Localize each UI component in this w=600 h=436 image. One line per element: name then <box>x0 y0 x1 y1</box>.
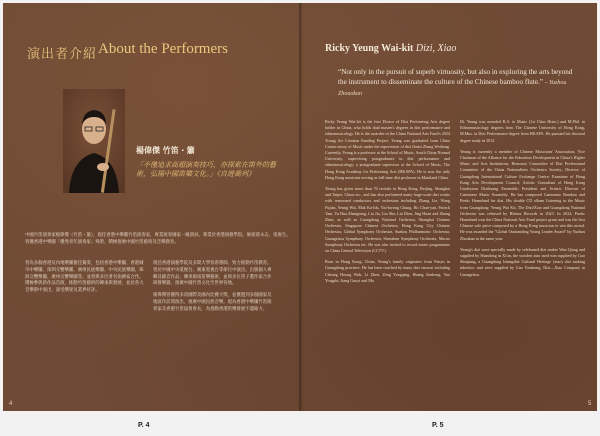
performer-quote-en <box>338 67 578 99</box>
bio-paragraph-en: Ricky Yeung Wai-kit is the first Doctor of Dizi Performing Arts degree holder in China, who holds dual master's degrees in dizi performance and ethnomusicology. He is the awardee of the China National Arts Fund's 2024 Young Art Creation Funding Project. Yeung was graduated from China Conservatory of Music under the supervision of dizi flutist Zhang Weiliang. Currently, Yeung is a professor at the School of Music, South China Normal University, supervising postgraduates in dizi performance and ethnomusicology; a postgraduate supervisor at the School of Music, The Hong Kong Academy for Performing Arts (HKAPA). He is now the only Hong Kong musician serving as full-time dizi professor in Mainland China. <box>325 119 450 180</box>
performer-name-cn: 楊偉傑 竹笛・簫 <box>136 146 195 155</box>
bio-column-en-2 <box>460 119 585 283</box>
performer-instrument: Dizi, Xiao <box>415 43 457 54</box>
performer-quote-cn: 「不僅追求高超演奏技巧，亦探索在笛外的藝術，弘揚中國笛樂文化。」《自遊喬列》 <box>136 161 276 178</box>
bio-paragraph-en: Born in Hong Kong, China, Yeung's family originates from Panyu in Guangdong province. He has been coached by many dizi virtuosi including Cheung Hoong Wah, Li Zhen, Zeng Yongqing, Huang Jinsheng, Yao Yongshi, Jiang Guoyi and Ma <box>325 259 450 283</box>
bio-paragraph-cn: 現任香港演藝學院及多間大學客席導師，致力推動竹笛教育。曾於中國中央電視台、廣東電視台等節目中演出。出版個人專輯及錄音作品，傳承嶺南笛樂藝術，並與多位笛子製作家合作研發樂器，推廣中國竹笛文化至世界各地。 <box>153 261 272 287</box>
bio-paragraph-cn: 楊偉傑曾獲得多項國際及國內比賽大獎，並獲邀到多個國家及地區作訪問演出，推廣中國民族音樂。現為香港中樂團竹笛演奏家及香港竹笛協會會長，為推動香港笛樂發展不遺餘力。 <box>153 293 272 312</box>
page-gutter <box>299 3 303 411</box>
bio-paragraph-en: Yeung is currently a member of Chinese Musicians' Association, Vice Chairman of the Alliance for the Education Development in China's Higher Music and Arts Institutions; Honorary Committee of Dizi Professional Committee of the China Nationalities Orchestra Society; Director of Guangdong International Culture Exchange Centre; Examiner of Hong Kong Arts Development Council; Artistic Consultant of Hong Kong Guoleyuan Dizihuang Ensemble; President and Artistic Director of Cantonese Music Assembly. He has composed Cantonese Bamboo and Poetic Homeland for dizi. His double CD album Listening to the Music from Guangdong: Yeung Wai Kit, The Dizi/Xiao and Guangdong National Orchestra was released by Rhinos Records in 2023. In 2024, Poetic Homeland won the China National Arts Fund project grant and was the first Chinese solo piece composed by a Hong Kong musician to win this award. He was awarded the "Global Outstanding Young Leader Award" by Yuzhou Zhoukan in the same year. <box>460 148 585 241</box>
performer-name-en <box>325 43 456 54</box>
booklet-spread <box>3 3 597 411</box>
performer-photo <box>63 89 125 193</box>
footer-page-label-right: P. 5 <box>432 422 444 429</box>
bio-paragraph-en: Yeung's dizi were specially made by celebrated dizi maker Wan Qiang and supplied by Shandong in Xi'an, the wooden xiao used was supplied by Guo Shuqiang, a Guangdong Intangible Cultural Heritage (xiao) dizi making inheritor, and were supplied by Guo Yansheng, Dizi—Xiao Company in Guangzhou. <box>460 246 585 277</box>
page-number-right: 5 <box>588 401 592 407</box>
quote-source: – Yuzhou Zhouokan <box>338 80 567 97</box>
bio-paragraph-cn: 曾為多個香港及內地樂團擔任獨奏，包括香港中樂團、香港城市中樂團、深圳交響樂團、廣州民族樂團、中央民族樂團、珠海交響樂團、廣州交響樂團等。並曾與多位著名指揮家合作。積極參與新作品首演，推動竹笛藝術的傳承與發展，並於各大音樂節中演出，深受樂迷及業界好評。 <box>25 261 144 294</box>
section-title-en: About the Performers <box>98 41 228 57</box>
section-title-cn: 演出者介紹 <box>27 47 98 62</box>
quote-text: “Not only in the pursuit of superb virtuosity, but also in exploring the arts beyond the instrument to disseminate the culture of the Chinese bamboo flute.” <box>338 68 573 86</box>
bio-column-cn-2 <box>153 261 273 319</box>
bio-column-en-1 <box>325 119 450 289</box>
bio-paragraph-en: Yeung has given more than 70 recitals in Hong Kong, Beijing, Shanghai and Taipei, China etc., and has also performed many large-scale dizi works with renowned conductors and orchestras including Zhang Lie, Wang Fujian, Yeung Wai, Mak Ka-lok, Yiu-kwong Chung, Ho Chun-yan, Patrick Tam, Yu Hua Zhangning, Liu Jia, Liu Sha, Lin Dien, Jing Huan and Zhang Zhen, as well as Guangdong National Orchestra, Shanghai Chinese Orchestra, Singapore Chinese Orchestra, Hong Kong City Chinese Orchestra, Global Symphony Orchestra, Suzhou Philharmonic Orchestra, Guangzhou Symphony Orchestra, Shenzhen Symphony Orchestra, Macao Symphony Orchestra etc. He was also invited to record music programmes on China Central Television (CCTV). <box>325 186 450 254</box>
performer-name: Ricky Yeung Wai-kit <box>325 43 414 54</box>
bio-column-cn-1 <box>25 261 145 300</box>
bio-paragraph-en: Di. Yeung was awarded B.A. in Music (1st Class Hons.) and M.Phil. in Ethnomusicology degrees from The Chinese University of Hong Kong, M.Mus. in Dizi Performance degree from HKAPA. He pursued his doctoral degree study in 2012. <box>460 119 585 143</box>
intro-paragraph-cn: 中國竹笛演奏家楊偉傑（竹笛・簫），現任香港中樂團竹笛演奏家，專業演奏國家一級演員。畢業於香港演藝學院，師從孫永志、張俊生。曾獲香港中樂團「優秀青年演奏家」殊榮，積極推廣中國竹笛藝術及音樂教育。 <box>25 233 291 245</box>
page-number-left: 4 <box>9 401 13 407</box>
footer-page-label-left: P. 4 <box>138 422 150 429</box>
